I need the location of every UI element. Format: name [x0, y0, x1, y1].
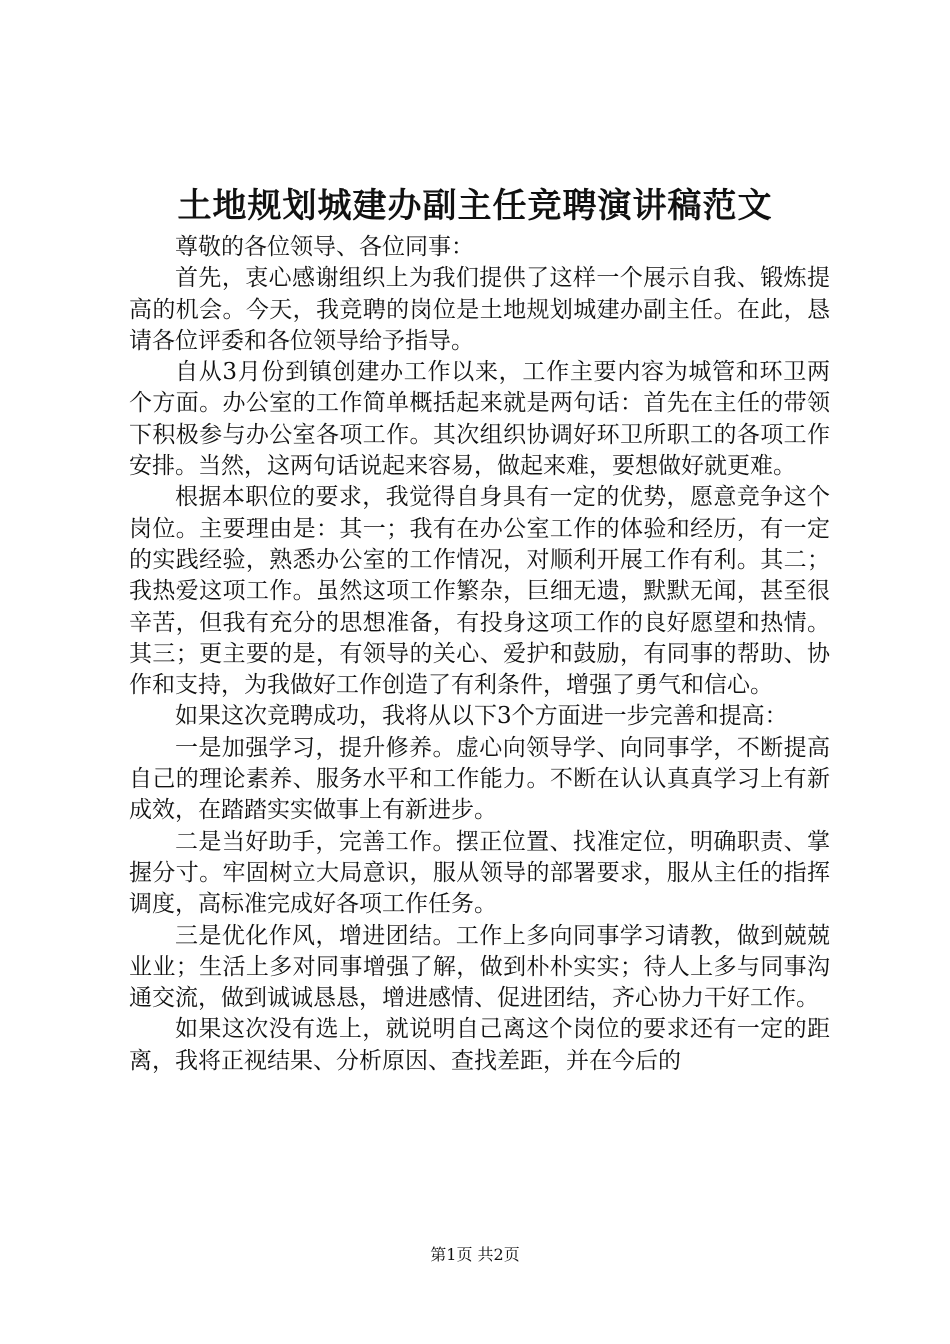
paragraph-plan-3: 三是优化作风，增进团结。工作上多向同事学习请教，做到兢兢业业；生活上多对同事增强了解，做到朴朴实实；待人上多与同事沟通交流，做到诚诚恳恳，增进感情、促进团结，齐心协力干好工作。	[129, 922, 830, 1012]
paragraph-if-not-selected: 如果这次没有选上，就说明自己离这个岗位的要求还有一定的距离，我将正视结果、分析原因、查找差距，并在今后的	[129, 1016, 830, 1074]
paragraph-thanks: 首先，衷心感谢组织上为我们提供了这样一个展示自我、锻炼提高的机会。今天，我竞聘的岗位是土地规划城建办副主任。在此，恳请各位评委和各位领导给予指导。	[129, 265, 830, 354]
paragraph-plan-intro: 如果这次竞聘成功，我将从以下3个方面进一步完善和提高：	[175, 703, 788, 730]
paragraph-reasons: 根据本职位的要求，我觉得自身具有一定的优势，愿意竞争这个岗位。主要理由是：其一；我有在办公室工作的体验和经历，有一定的实践经验，熟悉办公室的工作情况，对顺利开展工作有利。其二；我热爱这项工作。虽然这项工作繁杂，巨细无遗，默默无闻，甚至很辛苦，但我有充分的思想准备，有投身这项工作的良好愿望和热情。其三；更主要的是，有领导的关心、爱护和鼓励，有同事的帮助、协作和支持，为我做好工作创造了有利条件，增强了勇气和信心。	[129, 484, 830, 699]
paragraph-plan-1: 一是加强学习，提升修养。虚心向领导学、向同事学，不断提高自己的理论素养、服务水平和工作能力。不断在认认真真学习上有新成效，在踏踏实实做事上有新进步。	[129, 734, 830, 824]
paragraph-work-history: 自从3月份到镇创建办工作以来，工作主要内容为城管和环卫两个方面。办公室的工作简单概括起来就是两句话：首先在主任的带领下积极参与办公室各项工作。其次组织协调好环卫所职工的各项工作安排。当然，这两句话说起来容易，做起来难，要想做好就更难。	[129, 359, 830, 480]
paragraph-plan-2: 二是当好助手，完善工作。摆正位置、找准定位，明确职责、掌握分寸。牢固树立大局意识，服从领导的部署要求，服从主任的指挥调度，高标准完成好各项工作任务。	[129, 828, 830, 918]
page-footer: 第1页 共2页	[430, 1245, 520, 1264]
document-title: 土地规划城建办副主任竞聘演讲稿范文	[177, 186, 773, 226]
paragraph-salutation: 尊敬的各位领导、各位同事：	[175, 234, 474, 260]
document-body	[129, 232, 830, 1077]
